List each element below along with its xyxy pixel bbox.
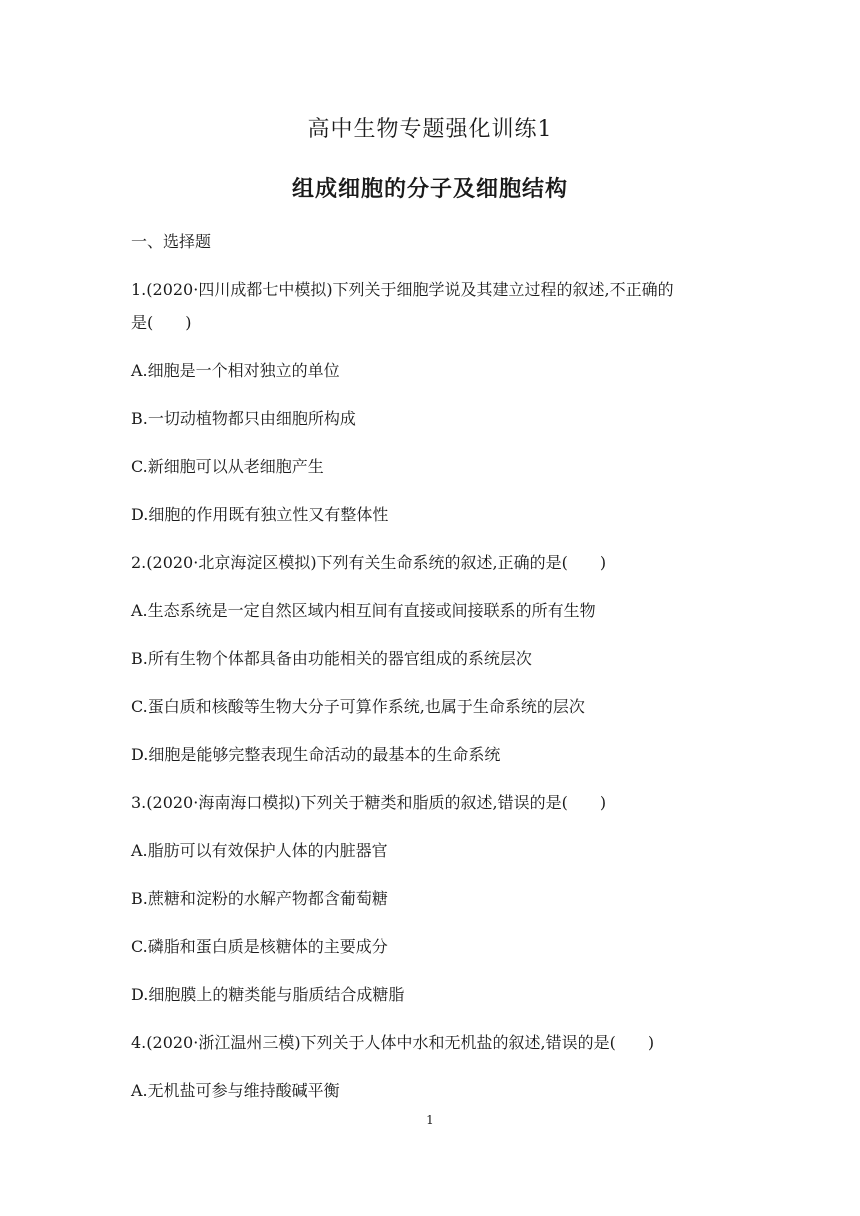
- question-3-option-c: C.磷脂和蛋白质是核糖体的主要成分: [131, 937, 388, 956]
- question-3-stem: 3.(2020·海南海口模拟)下列关于糖类和脂质的叙述,错误的是( ): [131, 793, 607, 812]
- question-1-stem-cont: 是( ): [131, 313, 192, 332]
- question-3-option-b: B.蔗糖和淀粉的水解产物都含葡萄糖: [131, 889, 388, 908]
- question-2-option-c: C.蛋白质和核酸等生物大分子可算作系统,也属于生命系统的层次: [131, 697, 585, 716]
- question-4-option-a: A.无机盐可参与维持酸碱平衡: [131, 1081, 340, 1100]
- section-heading: 一、选择题: [131, 232, 212, 251]
- question-1-stem: 1.(2020·四川成都七中模拟)下列关于细胞学说及其建立过程的叙述,不正确的: [131, 280, 674, 299]
- question-1-option-b: B.一切动植物都只由细胞所构成: [131, 409, 356, 428]
- question-3-option-a: A.脂肪可以有效保护人体的内脏器官: [131, 841, 388, 860]
- question-3-option-d: D.细胞膜上的糖类能与脂质结合成糖脂: [131, 985, 405, 1004]
- question-2-option-a: A.生态系统是一定自然区域内相互间有直接或间接联系的所有生物: [131, 601, 596, 620]
- question-4-stem: 4.(2020·浙江温州三模)下列关于人体中水和无机盐的叙述,错误的是( ): [131, 1033, 655, 1052]
- question-1-option-c: C.新细胞可以从老细胞产生: [131, 457, 324, 476]
- question-2-option-d: D.细胞是能够完整表现生命活动的最基本的生命系统: [131, 745, 501, 764]
- document-title: 高中生物专题强化训练1: [307, 117, 553, 142]
- question-2-option-b: B.所有生物个体都具备由功能相关的器官组成的系统层次: [131, 649, 532, 668]
- question-1-option-d: D.细胞的作用既有独立性又有整体性: [131, 505, 389, 524]
- page-number: 1: [426, 1113, 434, 1127]
- question-1-option-a: A.细胞是一个相对独立的单位: [131, 361, 340, 380]
- document-subtitle: 组成细胞的分子及细胞结构: [291, 176, 568, 202]
- question-2-stem: 2.(2020·北京海淀区模拟)下列有关生命系统的叙述,正确的是( ): [131, 553, 607, 572]
